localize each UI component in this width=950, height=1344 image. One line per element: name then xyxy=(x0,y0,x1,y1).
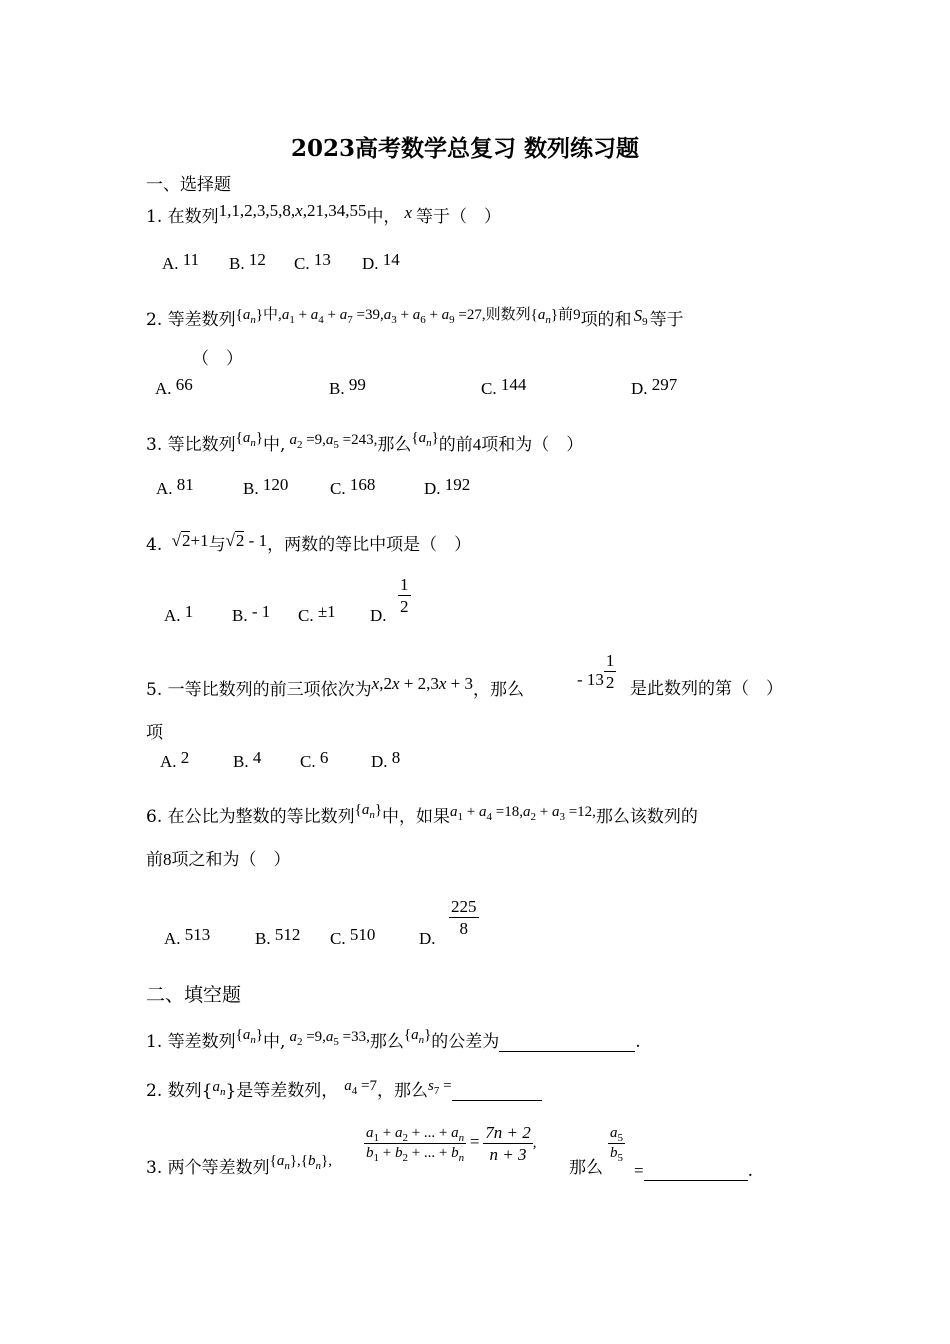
option-d[interactable]: $\frac{1}{2}$ xyxy=(400,575,409,616)
option-b-wrap: B. 120 xyxy=(243,475,289,498)
option-b[interactable]: 120 xyxy=(262,475,289,494)
option-b[interactable]: - 1 xyxy=(251,602,271,621)
fill-question-3-then: 那么 xyxy=(569,1158,603,1178)
question-5: 5. 一等比数列的前三项依次为x,2x + 2,3x + 3，那么 xyxy=(146,674,524,700)
question-1: 1. 在数列1,1,2,3,5,8,x,21,34,55中， x 等于（ ） xyxy=(146,201,501,227)
option-d[interactable]: 297 xyxy=(651,375,678,394)
option-c-wrap: C. 168 xyxy=(330,475,376,498)
option-a[interactable]: 81 xyxy=(176,475,194,494)
question-3: 3. 等比数列$\{a_n\}$中, $a_2 =9,a_5 =243$,那么$\{a_n\}$的前4项和为（ ） xyxy=(146,430,584,455)
option-d[interactable]: $\frac{225}{8}$ xyxy=(451,897,477,938)
option-d[interactable]: 8 xyxy=(391,748,401,767)
option-c[interactable]: ±1 xyxy=(317,602,336,621)
option-a[interactable]: 66 xyxy=(175,375,193,394)
option-a-wrap: A. 66 xyxy=(155,375,193,398)
fill-question-3-answer: = . xyxy=(634,1161,753,1181)
mixed-number: - 13 $\frac{1}{2}$ xyxy=(577,651,615,692)
section-heading-choice: 一、选择题 xyxy=(146,175,231,195)
option-b-wrap: B. 12 xyxy=(229,250,266,273)
option-a[interactable]: 513 xyxy=(184,925,211,944)
option-a-wrap: A. 81 xyxy=(156,475,194,498)
option-c[interactable]: 510 xyxy=(349,925,376,944)
fill-question-1: 1. 等差数列$\{a_n\}$中, $a_2 =9,a_5 =33$,那么$\{a_n\}$的公差为 . xyxy=(146,1027,641,1052)
math-sequence: 1,1,2,3,5,8,x,21,34,55 xyxy=(218,201,367,220)
option-d-wrap: D. 14 xyxy=(362,250,400,273)
question-5-tail: 项 xyxy=(146,723,163,743)
answer-blank[interactable] xyxy=(644,1163,748,1181)
option-d-wrap: D. xyxy=(419,929,436,948)
question-4: 4. √2+1与√2 - 1，两数的等比中项是（ ） xyxy=(146,531,472,555)
option-c-wrap: C. ±1 xyxy=(298,602,336,625)
question-2: 2. 等差数列$\{a_n\}$中$,a_1 + a_4 + a_7 =39,a_3 + a_6 + a_9 =27$,则数列$\{a_n\}$前9项的和 $S_9$ 等于 xyxy=(146,306,684,330)
question-5-end: 是此数列的第（ ） xyxy=(630,679,783,699)
option-a[interactable]: 11 xyxy=(182,250,200,269)
math-expression: $\{a_n\}$中$,a_1 + a_4 + a_7 =39,a_3 + a_6 + a_9 =27$,则数列$\{a_n\}$前9 xyxy=(235,307,581,326)
question-number: 1. xyxy=(146,207,163,227)
option-c-wrap: C. 144 xyxy=(481,375,527,398)
page-title: 2023高考数学总复习 数列练习题 xyxy=(291,135,640,162)
option-b[interactable]: 512 xyxy=(274,925,301,944)
option-b[interactable]: 99 xyxy=(348,375,366,394)
fill-question-3: 3. 两个等差数列$\{a_n\},\{b_n\}$, xyxy=(146,1153,332,1178)
answer-blank[interactable] xyxy=(452,1083,542,1101)
option-a-wrap: A. 513 xyxy=(164,925,211,948)
option-b-wrap: B. 99 xyxy=(329,375,366,398)
fill-question-2: 2. 数列$\{a_n\}$是等差数列， $a_4 =7$，那么$s_7$ = xyxy=(146,1083,542,1101)
options-q1: A. 11 xyxy=(162,250,200,273)
option-a[interactable]: 2 xyxy=(180,748,190,767)
option-b[interactable]: 12 xyxy=(248,250,266,269)
option-d[interactable]: 14 xyxy=(382,250,400,269)
option-c-wrap: C. 510 xyxy=(330,925,376,948)
question-2-paren: （ ） xyxy=(192,349,243,369)
option-c[interactable]: 6 xyxy=(319,748,329,767)
question-text: 在数列 xyxy=(167,207,219,227)
question-6-line2: 前8项之和为（ ） xyxy=(146,850,291,870)
answer-blank[interactable] xyxy=(499,1034,635,1052)
option-b-wrap: B. 4 xyxy=(233,748,262,771)
option-d[interactable]: 192 xyxy=(444,475,471,494)
option-d-wrap: D. 8 xyxy=(371,748,401,771)
ratio-fraction: $\frac{a_1 + a_2 + ... + a_n}{b_1 + b_2 + ... + b_n}$ = $\frac{7n + 2}{n + 3}$ , xyxy=(366,1123,537,1164)
option-c[interactable]: 13 xyxy=(313,250,331,269)
ratio-a5-b5: $\frac{a_5}{b_5}$ xyxy=(610,1125,623,1164)
question-6: 6. 在公比为整数的等比数列$\{a_n\}$中，如果$a_1 + a_4 =18,a_2 + a_3 =12$,那么该数列的 xyxy=(146,802,698,827)
option-a-wrap: A. 2 xyxy=(160,748,190,771)
option-a[interactable]: 1 xyxy=(184,602,194,621)
section-heading-fill: 二、填空题 xyxy=(146,984,242,1006)
option-d-wrap: D. 297 xyxy=(631,375,678,398)
option-a-wrap: A. 1 xyxy=(164,602,194,625)
option-c-wrap: C. 13 xyxy=(294,250,331,273)
option-d-wrap: D. 192 xyxy=(424,475,471,498)
option-c-wrap: C. 6 xyxy=(300,748,329,771)
option-b-wrap: B. - 1 xyxy=(232,602,271,625)
option-b[interactable]: 4 xyxy=(252,748,262,767)
option-c[interactable]: 168 xyxy=(349,475,376,494)
option-b-wrap: B. 512 xyxy=(255,925,301,948)
option-d-wrap: D. xyxy=(370,606,387,625)
option-c[interactable]: 144 xyxy=(500,375,527,394)
